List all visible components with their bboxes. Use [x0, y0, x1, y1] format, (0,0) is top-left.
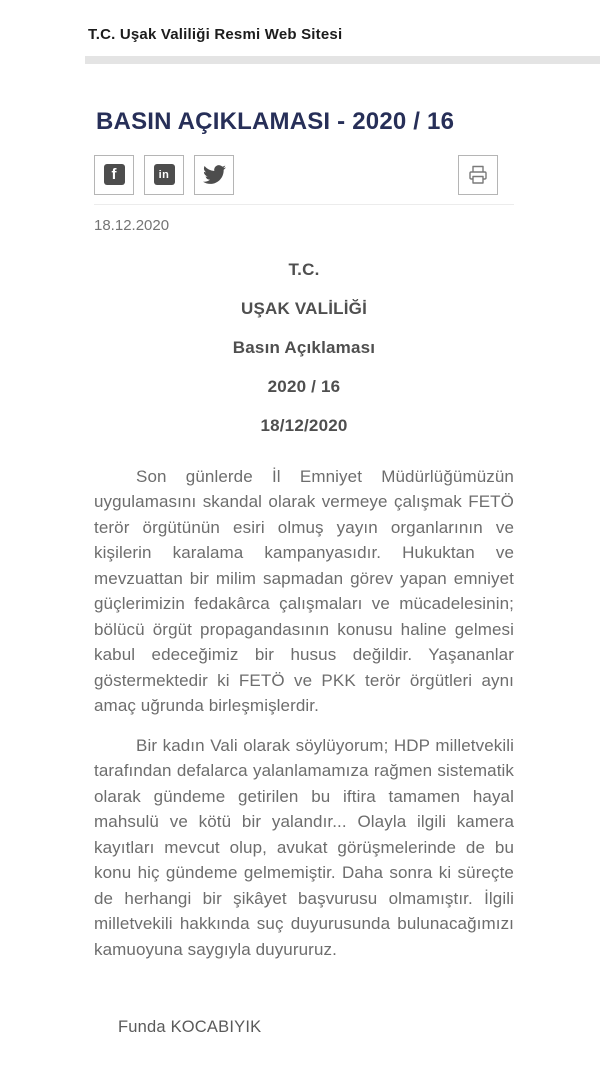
twitter-icon — [203, 163, 226, 186]
print-button[interactable] — [458, 155, 498, 195]
doc-heading-subject: Basın Açıklaması — [232, 337, 376, 357]
doc-heading-tc: T.C. — [288, 259, 320, 279]
press-release-paragraph-1: Son günlerde İl Emniyet Müdürlüğümüzün uygulamasını skandal olarak vermeye çalışmak FETÖ terör örgütünün esiri olmuş yayın organlarının ve kişilerin karalama kampanyasıdır. Hukuktan ve mevzuattan bir milim sapmadan görev yapan emniyet güçlerimizin fedakârca çalışmaları ve mücadelesinin; bölücü örgüt propagandasının konusu haline gelmesi kabul edeceğimiz bir husus değildir. Yaşananlar göstermektedir ki FETÖ ve PKK terör örgütleri aynı amaç uğrunda birleşmişlerdir. — [94, 466, 514, 716]
document-heading-block — [94, 260, 514, 436]
doc-heading-number: 2020 / 16 — [267, 376, 341, 396]
share-toolbar — [94, 155, 498, 195]
signature: Funda KOCABIYIK — [118, 1018, 262, 1037]
doc-heading-valilik: UŞAK VALİLİĞİ — [240, 298, 367, 318]
article-content — [94, 108, 514, 1037]
site-header-title: T.C. Uşak Valiliği Resmi Web Sitesi — [88, 26, 343, 43]
facebook-share-button[interactable] — [94, 155, 134, 195]
linkedin-share-button[interactable] — [144, 155, 184, 195]
doc-heading-date: 18/12/2020 — [260, 415, 348, 435]
content-divider — [94, 204, 514, 205]
linkedin-icon: in — [154, 164, 175, 185]
press-release-paragraph-2: Bir kadın Vali olarak söylüyorum; HDP milletvekili tarafından defalarca yalanlamamıza rağmen sistematik olarak gündeme getirilen bu iftira tamamen hayal mahsulü ve kötü bir yalandır... Olayla ilgili kamera kayıtları mevcut olup, avukat görüşmelerinde de bu konu hiç gündeme gelmemiştir. Daha sonra ki süreçte de herhangi bir şikâyet başvurusu olmamıştır. İlgili milletvekili hakkında suç duyurusunda bulunacağımızı kamuoyuna saygıyla duyururuz. — [94, 735, 514, 959]
header-divider-bar — [85, 56, 600, 64]
publish-date: 18.12.2020 — [94, 216, 170, 234]
page-title: BASIN AÇIKLAMASI - 2020 / 16 — [96, 108, 455, 135]
twitter-share-button[interactable] — [194, 155, 234, 195]
facebook-icon: f — [104, 164, 125, 185]
printer-icon — [466, 163, 490, 187]
